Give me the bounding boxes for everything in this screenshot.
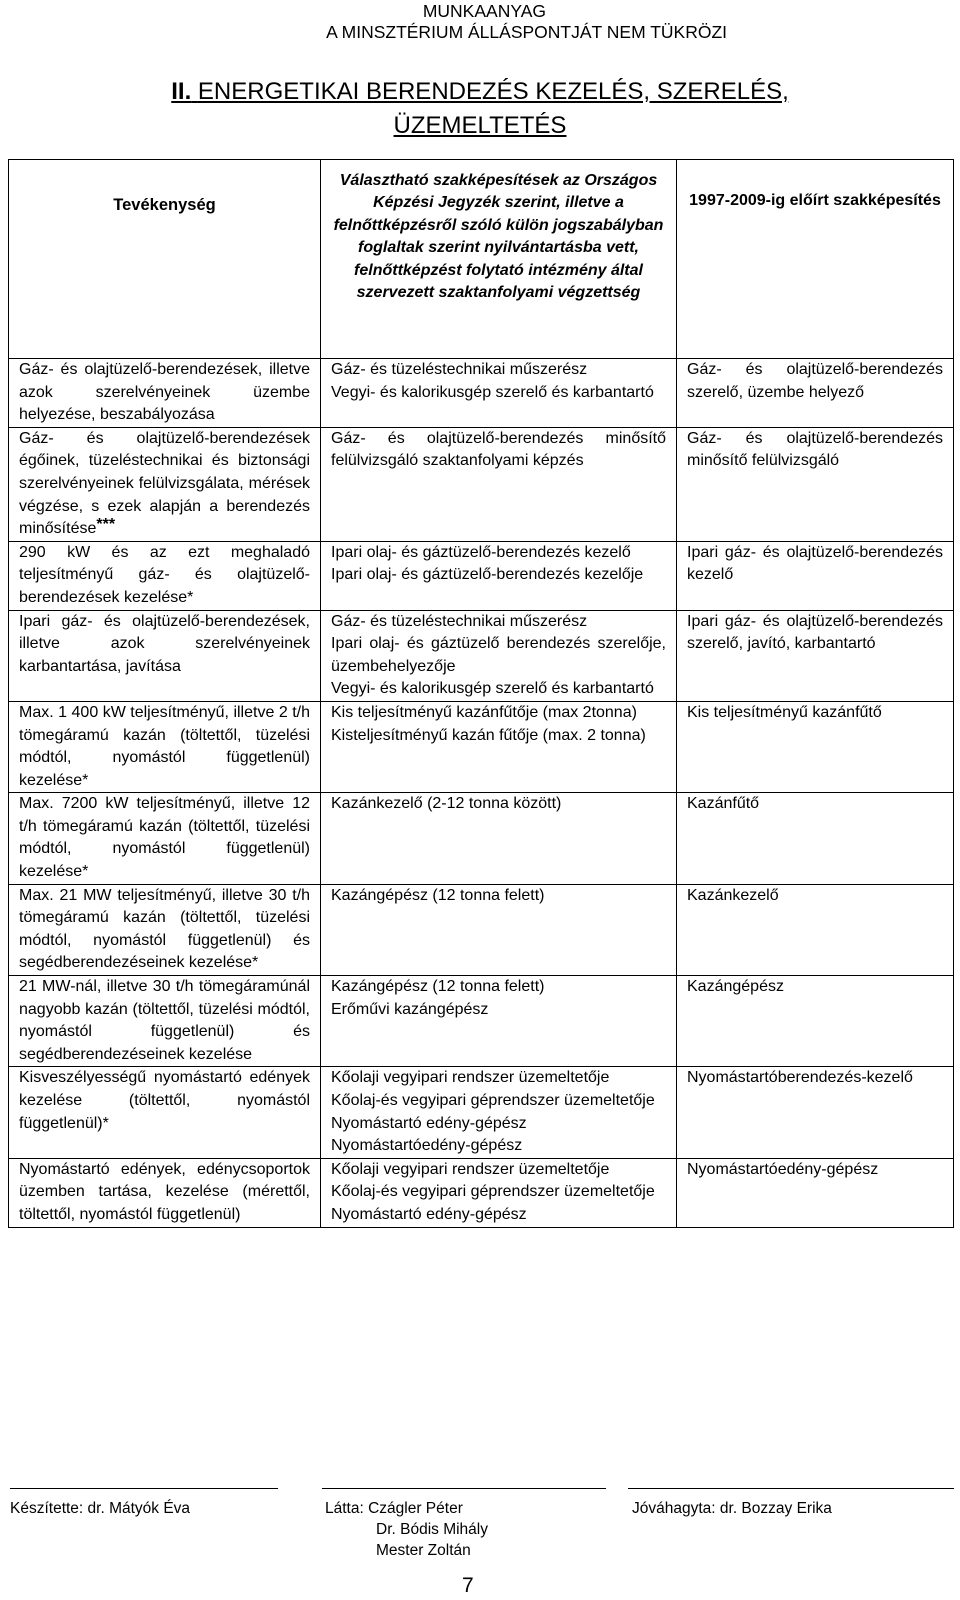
activity-text: Kisveszélyességű nyomástartó edények kezelése (töltettől, nyomástól függetlenül)* [19,1069,310,1132]
footnote-marker: *** [96,516,116,534]
activity-cell [9,1067,321,1158]
activity-cell [9,884,321,975]
section-number: II. [171,78,192,105]
disclaimer-label: A MINSZTÉRIUM ÁLLÁSPONTJÁT NEM TÜKRÖZI [326,22,727,42]
qualification-item: Gáz- és tüzeléstechnikai műszerész [331,612,588,630]
qualification-item: Kazángépész (12 tonna felett) [331,886,545,904]
old-qualification-cell [677,701,954,792]
qualification-item: Kis teljesítményű kazánfűtője (max 2tonna) [331,703,637,721]
activity-text: 290 kW és az ezt meghaladó teljesítményű gáz- és olajtüzelő-berendezések kezelése* [19,543,310,606]
activity-text: 21 MW-nál, illetve 30 t/h tömegáramúnál nagyobb kazán (töltettől, tüzelési módtól, nyomástól függetlenül) és segédberendezéseinek kezelése [19,978,310,1063]
selectable-qualification-cell [321,884,677,975]
header-selectable: Választható szakképesítések az Országos Képzési Jegyzék szerint, illetve a felnőttképzésről szóló külön jogszabályban foglaltak szerint nyilvántartásba vett, felnőttképzést folytató intézmény által szervezett szaktanfolyami végzettség [321,160,677,359]
table-row [9,1158,954,1227]
activity-text: Gáz- és olajtüzelő-berendezések, illetve azok szerelvényeinek üzembe helyezése, beszabályozása [19,361,310,424]
activity-cell [9,610,321,701]
signature-line [322,1488,606,1489]
qualification-item: Vegyi- és kalorikusgép szerelő és karbantartó [331,680,654,698]
selectable-qualification-cell [321,793,677,884]
old-qualification-text: Kis teljesítményű kazánfűtő [687,703,882,721]
selectable-qualification-cell [321,701,677,792]
old-qualification-text: Kazánkezelő [687,886,779,904]
qualification-item: Vegyi- és kalorikusgép szerelő és karbantartó [331,383,654,401]
qualification-item: Gáz- és tüzeléstechnikai műszerész [331,361,588,378]
activity-text: Max. 7200 kW teljesítményű, illetve 12 t/h tömegáramú kazán (töltettől, tüzelési módtól, nyomástól függetlenül) kezelése* [19,795,310,881]
old-qualification-text: Gáz- és olajtüzelő-berendezés minősítő felülvizsgáló [687,429,943,470]
signature-line [628,1488,954,1489]
qualification-item: Kőolaji vegyipari rendszer üzemeltetője [331,1069,610,1087]
old-qualification-cell [677,793,954,884]
selectable-qualification-cell [321,610,677,701]
qualification-item: Nyomástartó edény-gépész [331,1205,527,1223]
qualification-item: Gáz- és olajtüzelő-berendezés minősítő felülvizsgáló szaktanfolyami képzés [331,429,666,470]
table-row [9,541,954,610]
table-row [9,701,954,792]
qualification-item: Ipari olaj- és gáztüzelő-berendezés kezelője [331,566,644,584]
qualification-item: Kisteljesítményű kazán fűtője (max. 2 tonna) [331,726,646,744]
table-row [9,1067,954,1158]
activity-cell [9,359,321,428]
selectable-qualification-cell [321,1158,677,1227]
activity-cell [9,427,321,541]
old-qualification-text: Gáz- és olajtüzelő-berendezés szerelő, üzembe helyező [687,361,943,401]
header-activity: Tevékenység [9,160,321,359]
old-qualification-text: Kazánfűtő [687,795,760,813]
draft-label: MUNKAANYAG [422,1,546,21]
old-qualification-cell [677,1067,954,1158]
qualification-item: Kőolaj-és vegyipari géprendszer üzemeltetője [331,1183,655,1201]
reviewed-by: Látta: Czágler Péter [325,1500,463,1517]
table-row [9,793,954,884]
selectable-qualification-cell [321,359,677,428]
qualification-item: Ipari olaj- és gáztüzelő berendezés szerelője, üzembehelyezője [331,635,666,675]
activity-cell [9,1158,321,1227]
old-qualification-cell [677,359,954,428]
title-line-2: ÜZEMELTETÉS [393,112,567,139]
page-title [40,75,920,143]
table-body [9,359,954,1228]
qualification-item: Kazángépész (12 tonna felett) [331,978,545,996]
activity-cell [9,976,321,1067]
activity-text: Ipari gáz- és olajtüzelő-berendezések, illetve azok szerelvényeinek karbantartása, javítása [19,612,310,675]
selectable-qualification-cell [321,976,677,1067]
old-qualification-cell [677,884,954,975]
activity-text: Gáz- és olajtüzelő-berendezések égőinek, tüzeléstechnikai és biztonsági szerelvényeinek felülvizsgálata, mérések végzése, s ezek alapján a berendezés minősítése [19,429,310,538]
title-line-1: ENERGETIKAI BERENDEZÉS KEZELÉS, SZERELÉS, [197,78,789,105]
page-number: 7 [462,1574,474,1597]
table-row [9,884,954,975]
qualification-table [8,159,954,1228]
header-old: 1997-2009-ig előírt szakképesítés [677,160,954,359]
approved-by: Jóváhagyta: dr. Bozzay Erika [632,1500,832,1517]
old-qualification-cell [677,541,954,610]
qualification-item: Nyomástartó edény-gépész [331,1114,527,1132]
old-qualification-text: Nyomástartóberendezés-kezelő [687,1069,913,1087]
reviewed-by-2: Dr. Bódis Mihály [376,1521,488,1538]
activity-text: Max. 21 MW teljesítményű, illetve 30 t/h tömegáramú kazán (töltettől, tüzelési módtól, nyomástól függetlenül) és segédberendezéseinek kezelése* [19,886,310,972]
old-qualification-cell [677,1158,954,1227]
qualification-item: Ipari olaj- és gáztüzelő-berendezés kezelő [331,543,631,561]
activity-cell [9,541,321,610]
activity-text: Nyomástartó edények, edénycsoportok üzemben tartása, kezelése (mérettől, töltettől, nyomástól függetlenül) [19,1160,310,1223]
activity-text: Max. 1 400 kW teljesítményű, illetve 2 t/h tömegáramú kazán (töltettől, tüzelési módtól, nyomástól függetlenül) kezelése* [19,703,310,789]
activity-cell [9,793,321,884]
selectable-qualification-cell [321,427,677,541]
signature-line [10,1488,278,1489]
table-header-row [9,160,954,359]
old-qualification-text: Ipari gáz- és olajtüzelő-berendezés szerelő, javító, karbantartó [687,612,943,653]
qualification-item: Nyomástartóedény-gépész [331,1137,523,1155]
prepared-by: Készítette: dr. Mátyók Éva [10,1500,191,1517]
qualification-item: Erőművi kazángépész [331,1000,489,1018]
old-qualification-cell [677,427,954,541]
selectable-qualification-cell [321,541,677,610]
table-row [9,359,954,428]
table-row [9,976,954,1067]
activity-cell [9,701,321,792]
reviewed-by-3: Mester Zoltán [376,1542,471,1559]
old-qualification-cell [677,976,954,1067]
table-row [9,427,954,541]
qualification-item: Kőolaj-és vegyipari géprendszer üzemeltetője [331,1092,655,1109]
old-qualification-text: Nyomástartóedény-gépész [687,1160,879,1178]
selectable-qualification-cell [321,1067,677,1158]
qualification-item: Kazánkezelő (2-12 tonna között) [331,795,562,813]
old-qualification-cell [677,610,954,701]
table-row [9,610,954,701]
old-qualification-text: Kazángépész [687,978,784,996]
old-qualification-text: Ipari gáz- és olajtüzelő-berendezés kezelő [687,543,943,584]
qualification-item: Kőolaji vegyipari rendszer üzemeltetője [331,1160,610,1178]
